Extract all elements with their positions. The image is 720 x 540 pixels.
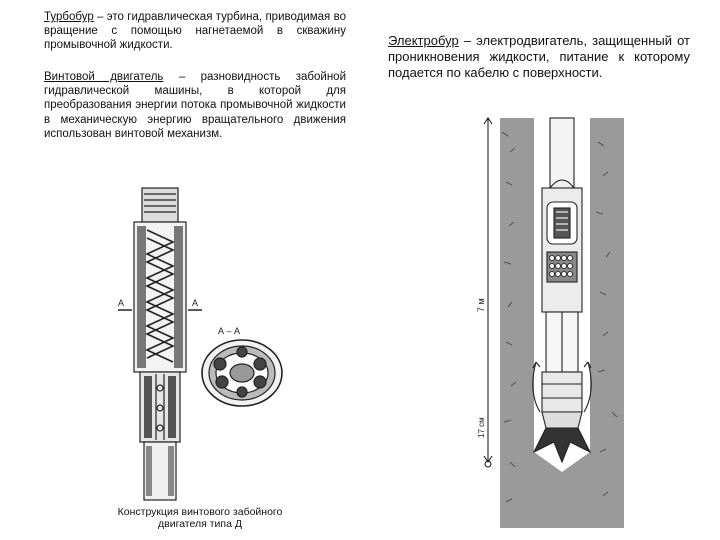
cut-mark-right: А (192, 298, 199, 308)
top-sub (142, 188, 178, 222)
drill-bit-body (542, 412, 582, 428)
turbobur-paragraph (44, 10, 346, 53)
cross-section-a-a (202, 340, 282, 406)
screw-motor-term: Винтовой двигатель (44, 71, 164, 83)
electrobur-definition: – электродвигатель, защищенный от проникновения жидкости, питание к которому подается по кабелю с поверхности. (388, 33, 690, 80)
screw-motor-caption: Конструкция винтового забойного двигателя типа Д (117, 506, 283, 530)
screw-motor-drawing (100, 178, 400, 538)
electrobur-term: Электробур (388, 33, 459, 48)
cut-mark-left: А (118, 298, 125, 308)
borehole-wall-left (500, 118, 534, 528)
drill-bit-cones (534, 428, 590, 462)
dimension-length: 7 м (476, 298, 486, 312)
electrobur-paragraph (388, 33, 690, 81)
turbobur-term: Турбобур (44, 11, 94, 23)
screw-motor-paragraph (44, 70, 346, 141)
screw-motor-definition: – разновидность забойной гидравлической машины, в которой для преобразования энергии потока промывочной жидкости в механическую энергию вращательного движения использован винтовой механизм. (44, 71, 346, 140)
dimension-diameter: 17 см (477, 417, 486, 438)
borehole-wall-right (590, 118, 624, 528)
drill-pipe (550, 118, 574, 188)
electrobur-drawing (458, 112, 638, 532)
turbobur-definition: – это гидравлическая турбина, приводимая во вращение с помощью нагнетаемой в скважину промывочной жидкости. (44, 11, 346, 52)
section-label: А – А (218, 326, 241, 336)
